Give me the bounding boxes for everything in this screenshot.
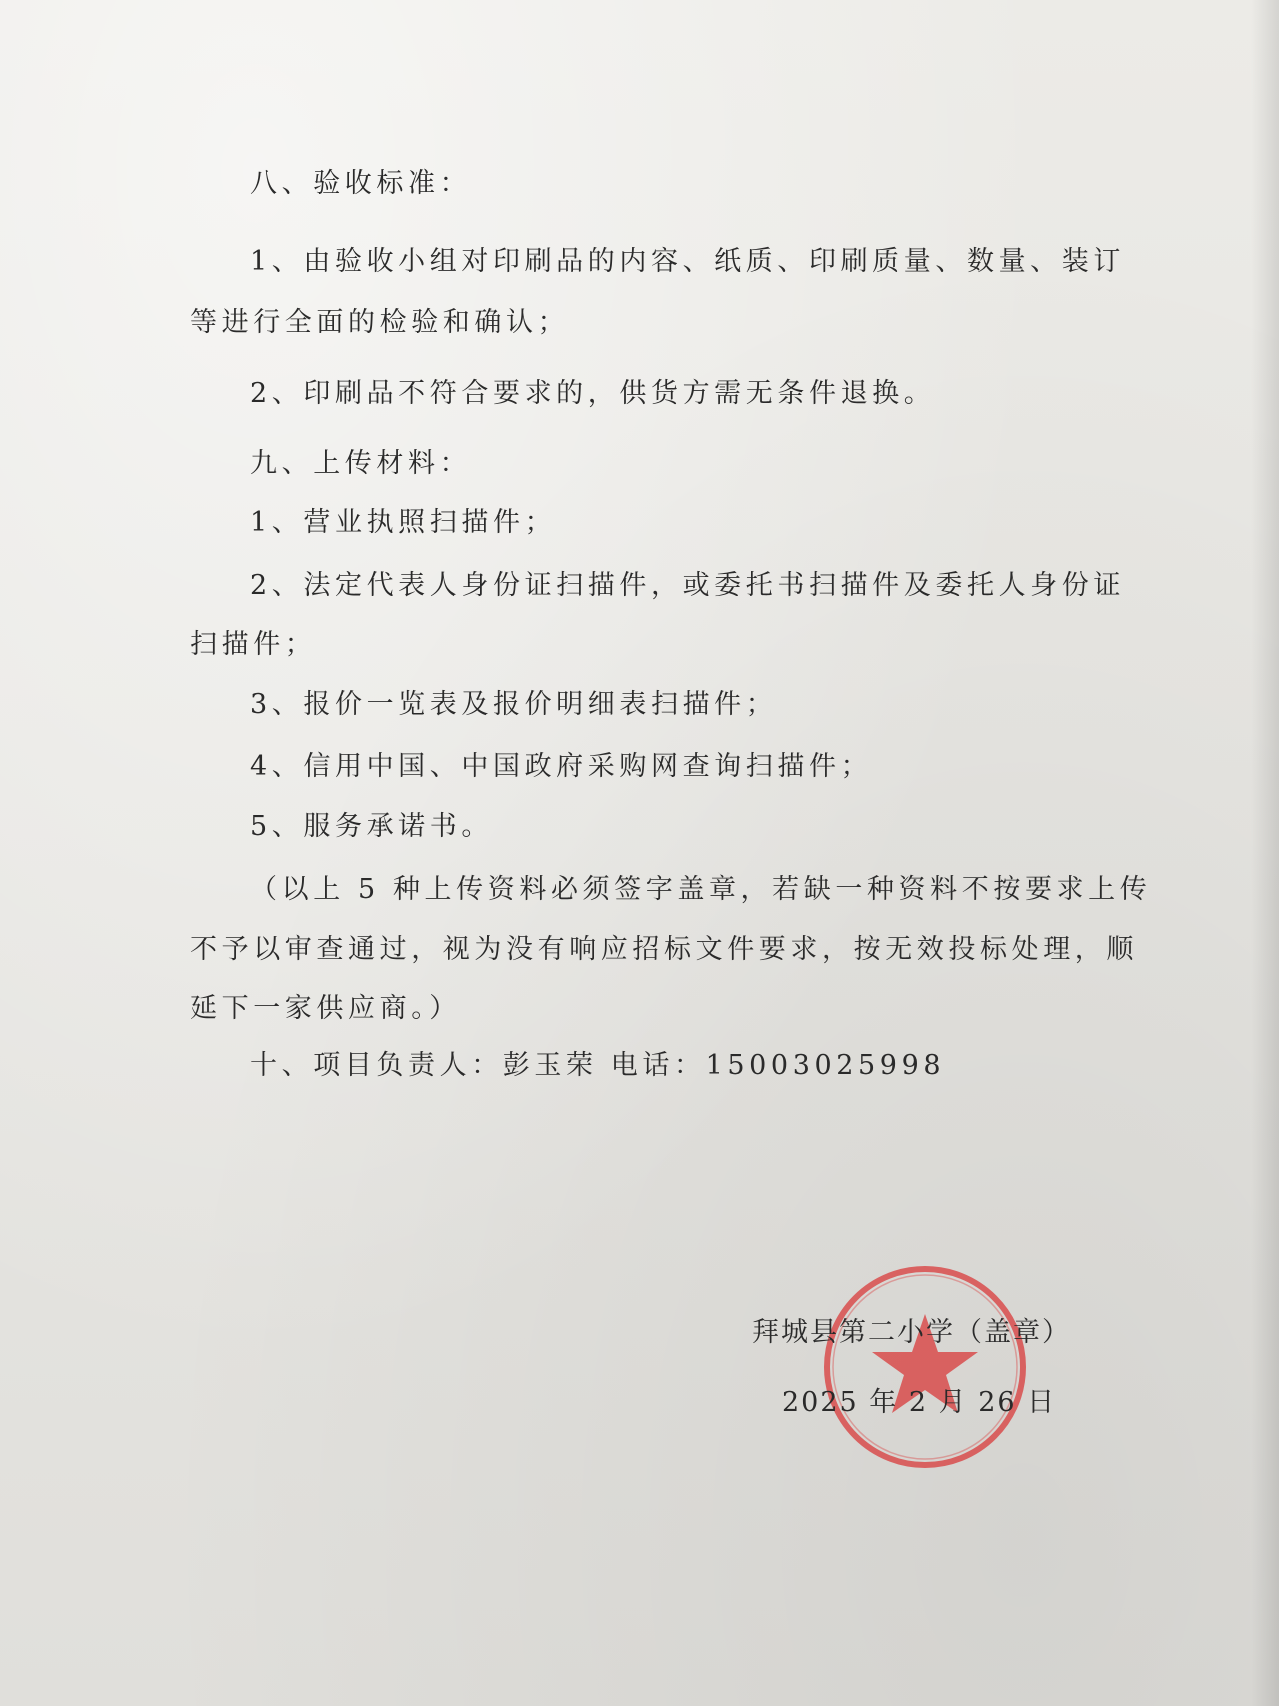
section-9-heading: 九、上传材料： (250, 448, 472, 479)
section-9-item-2-line-2: 扫描件； (190, 629, 317, 660)
section-9-note-line-1: （以上 5 种上传资料必须签字盖章，若缺一种资料不按要求上传 (250, 874, 1152, 905)
section-9-item-1: 1、营业执照扫描件； (250, 507, 557, 538)
signature-organization: 拜城县第二小学（盖章） (752, 1317, 1071, 1348)
section-8-item-2: 2、印刷品不符合要求的，供货方需无条件退换。 (250, 378, 936, 409)
signature-date: 2025 年 2 月 26 日 (782, 1387, 1057, 1418)
section-10-contact: 十、项目负责人：彭玉荣 电话：15003025998 (250, 1050, 946, 1081)
section-9-item-4: 4、信用中国、中国政府采购网查询扫描件； (250, 751, 873, 782)
page-edge-shadow (1251, 0, 1279, 1706)
section-8-heading: 八、验收标准： (250, 168, 472, 199)
section-9-note-line-2: 不予以审查通过，视为没有响应招标文件要求，按无效投标处理，顺 (190, 934, 1138, 965)
official-seal (820, 1262, 1030, 1472)
section-9-item-3: 3、报价一览表及报价明细表扫描件； (250, 689, 778, 720)
section-9-item-2-line-1: 2、法定代表人身份证扫描件，或委托书扫描件及委托人身份证 (250, 570, 1125, 601)
section-8-item-1-line-1: 1、由验收小组对印刷品的内容、纸质、印刷质量、数量、装订 (250, 246, 1125, 277)
seal-icon (820, 1262, 1030, 1472)
section-9-note-line-3: 延下一家供应商。） (190, 993, 461, 1024)
section-9-item-5: 5、服务承诺书。 (250, 811, 493, 842)
section-8-item-1-line-2: 等进行全面的检验和确认； (190, 307, 570, 338)
